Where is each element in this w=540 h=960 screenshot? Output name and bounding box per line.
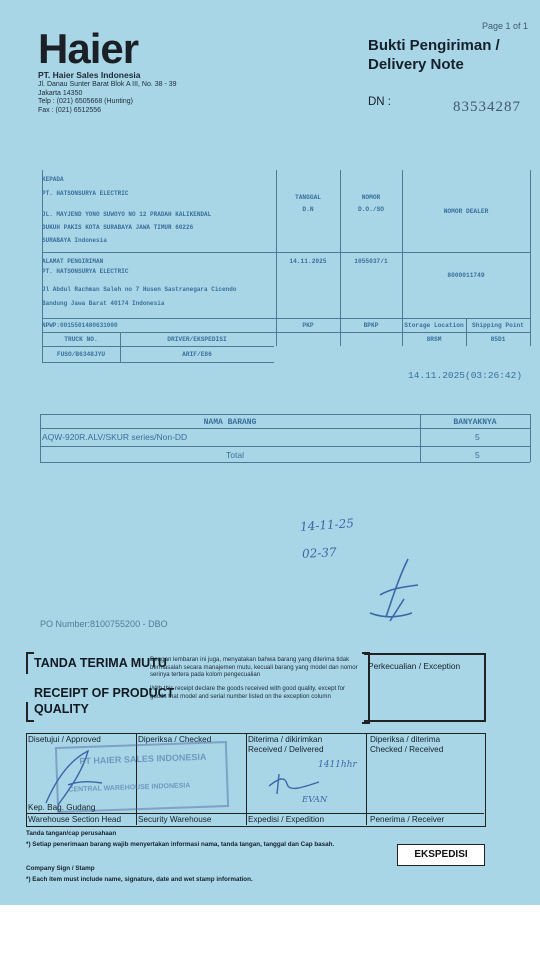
received-label-id: Diterima / dikirimkan [248,735,323,744]
stamp-line-1: PT HAIER SALES INDONESIA [79,751,207,767]
sign-label-en: Company Sign / Stamp [26,865,95,872]
stamp-line-2: CENTRAL WAREHOUSE INDONESIA [68,782,191,794]
phone-line: Telp : (021) 6505668 (Hunting) [38,98,133,106]
document-title [368,36,500,74]
tanggal-sub: D.N [302,206,314,213]
approval-signature [38,745,108,810]
warehouse-head-label: Warehouse Section Head [28,815,121,824]
shipping-line: Bandung Jawa Barat 40174 Indonesia [42,300,165,307]
truck-value: FUSO/B6348JYU [56,351,106,358]
handwritten-date: 14-11-25 [299,516,355,534]
kepada-label: KEPADA [42,176,64,183]
received-time: 1411hhr [318,760,357,770]
handwritten-time: 02-37 [301,545,337,561]
checked-received-en: Checked / Received [370,745,444,754]
received-label-en: Received / Delivered [248,745,324,754]
title-line-id: Bukti Pengiriman / [368,37,500,54]
dn-number: 83534287 [453,99,521,115]
item-name: AQW-920R.ALV/SKUR series/Non-DD [42,432,188,442]
security-label: Security Warehouse [138,815,212,824]
npwp-number: NPWP:0015501480631000 [42,322,118,329]
shipping-address [42,283,236,311]
shipping-label: ALAMAT PENGIRIMAN [42,258,104,265]
sign-label: Tanda tangan/cap perusahaan [26,830,117,837]
item-qty-header: BANYAKNYA [453,418,497,427]
po-number: PO Number:8100755200 - DBO [40,619,168,629]
haier-logo: Haier [38,25,139,72]
receipt-title-en-2: QUALITY [34,702,89,716]
note-id: *) Setiap penerimaan barang wajib menyertakan informasi nama, tanda tangan, tanggal dan Cap basah. [26,841,335,848]
tanggal-label: TANGGAL [295,194,321,201]
storage-location-label: Storage Location [404,322,464,329]
tanggal-header [276,192,340,216]
nomor-label: NOMOR [361,194,381,201]
nomor-header [340,192,402,216]
item-qty: 5 [475,432,480,442]
checked-received-label [370,735,443,755]
expedition-label: Expedisi / Expedition [248,815,325,824]
handwritten-signature [360,555,430,625]
dealer-number: 8000011749 [447,272,485,279]
receipt-text-en: With this receipt declare the goods received with good quality, except for goods that model and serial number listed on the exception column [150,685,345,700]
print-timestamp: 14.11.2025(03:26:42) [408,370,523,381]
exception-box [364,653,486,722]
fax-line: Fax : (021) 6512556 [38,106,102,114]
company-name: PT. Haier Sales Indonesia [38,70,141,80]
received-signature [265,768,325,798]
recipient-name: PT. HATSONSURYA ELECTRIC [42,190,129,197]
received-name: EVAN [302,795,328,805]
truck-label: TRUCK NO. [64,336,98,343]
shipping-name: PT. HATSONSURYA ELECTRIC [42,268,129,275]
exception-label: Perkecualian / Exception [368,661,461,671]
head-label-1: Kep. Bag. Gudang [28,803,96,812]
bpkp-label: BPKP [363,322,379,329]
address-line: DUKUH PAKIS KOTA SURABAYA JAWA TIMUR 60226 [42,224,194,231]
driver-label: DRIVER/EKSPEDISI [167,336,227,343]
item-name-header: NAMA BARANG [203,418,257,427]
receiver-label: Penerima / Receiver [370,815,445,824]
shipping-point-value: 85D1 [490,336,506,343]
shipping-point-label: Shipping Point [472,322,524,329]
total-label: Total [226,450,244,460]
pkp-label: PKP [302,322,314,329]
receipt-title-en-1: RECEIPT OF PRODUCT [34,686,175,700]
address-line: SURABAYA Indonesia [42,237,107,244]
nomor-sub: D.O./SO [358,206,384,213]
received-label [248,735,324,755]
note-en: *) Each item must include name, signature, date and wet stamp information. [26,876,253,883]
address-line: Jl. Danau Sunter Barat Blok A III, No. 38 - 39 [38,81,177,88]
recipient-address [42,208,211,247]
address-line: JL. MAYJEND YONO SUWOYO NO 12 PRADAH KALIKENDAL [42,211,212,218]
dn-label: DN : [368,96,391,108]
dealer-header: NOMOR DEALER [443,208,489,215]
receipt-title-id: TANDA TERIMA MUTU [34,656,167,670]
delivery-date: 14.11.2025 [289,258,327,265]
shipping-line: Jl Abdul Rachman Saleh no 7 Husen Sastranegara Cicendo [42,286,237,293]
title-line-en: Delivery Note [368,56,464,73]
checked-label: Diperiksa / Checked [138,735,212,744]
receipt-section [26,650,370,722]
total-value: 5 [475,450,480,460]
approved-label: Disetujui / Approved [28,735,101,744]
copy-label: EKSPEDISI [397,844,485,866]
checked-received-id: Diperiksa / diterima [370,735,441,744]
page-number: Page 1 of 1 [482,21,529,31]
address-line: Jakarta 14350 [38,89,83,97]
receipt-text-id: Dengan lembaran ini juga, menyatakan bahwa barang yang diterima tidak bermasalah secara manajemen mutu, kecuali barang yang model dan nomor serinya tertera pada kolom pengecualian [150,656,358,679]
company-address [38,81,177,115]
do-number: 1055037/1 [354,258,388,265]
storage-location-value: 8RSM [426,336,442,343]
driver-value: ARIF/E86 [182,351,212,358]
